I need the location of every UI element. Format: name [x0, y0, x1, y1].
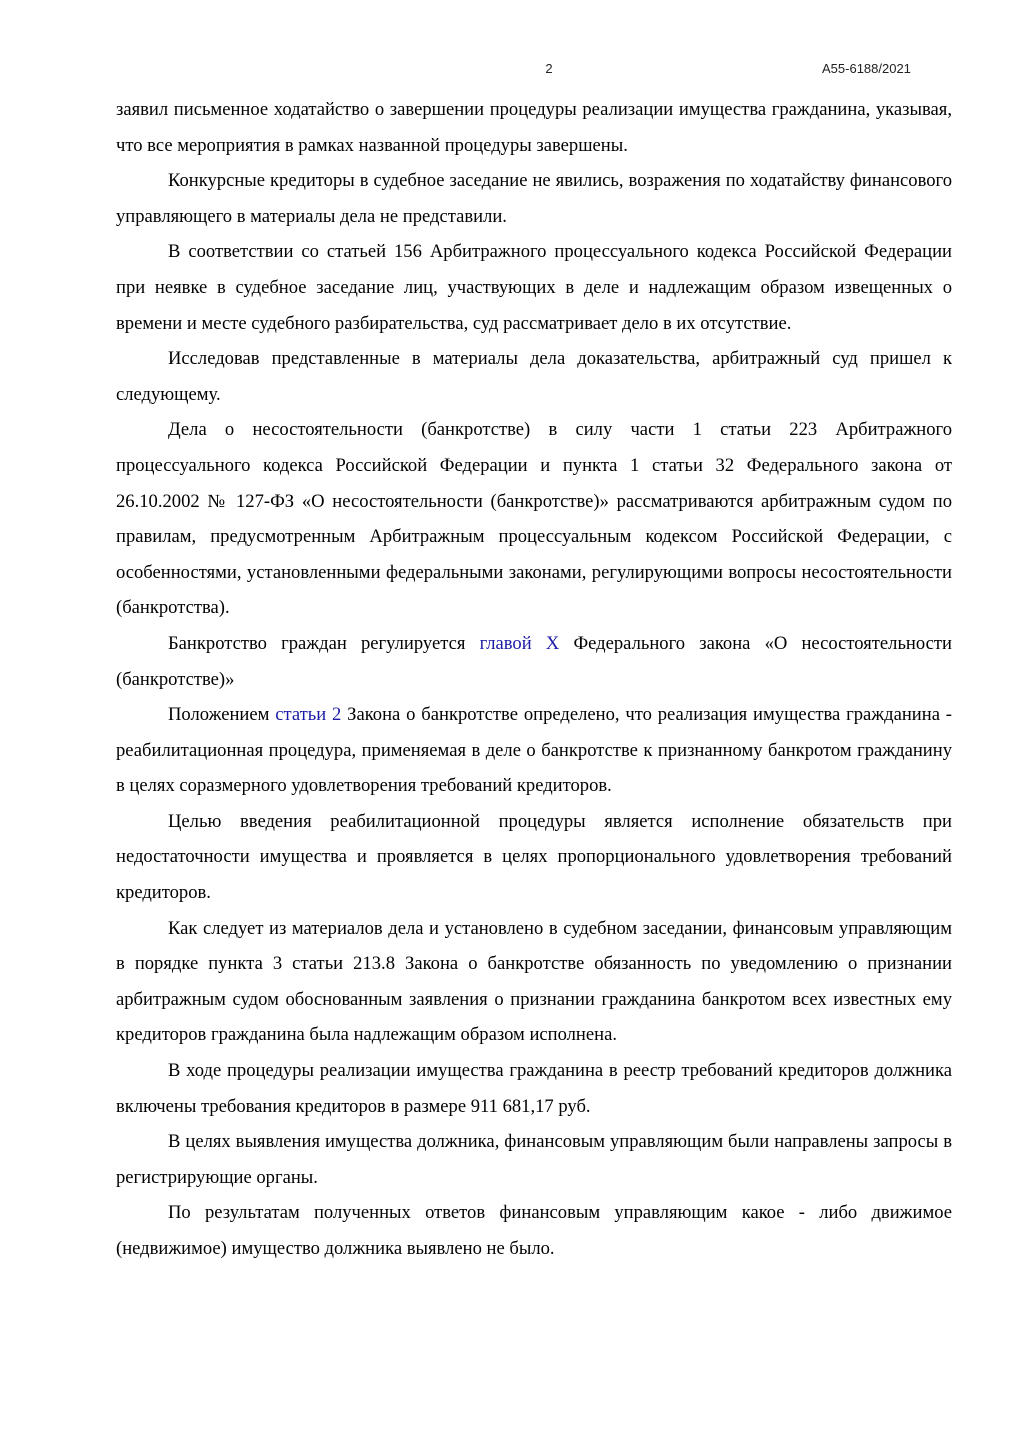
paragraph-article2: [116, 697, 952, 804]
page-number: 2: [545, 61, 553, 76]
case-number: А55-6188/2021: [822, 61, 911, 76]
paragraph: В целях выявления имущества должника, финансовым управляющим были направлены запросы в регистрирующие органы.: [116, 1131, 952, 1188]
paragraph: Целью введения реабилитационной процедуры является исполнение обязательств при недостаточности имущества и проявляется в целях пропорционального удовлетворения требований кредиторов.: [116, 810, 952, 904]
paragraph-text: Федерального закона «О несостоятельности (банкротстве)»: [116, 632, 952, 690]
paragraph-bankruptcy: [116, 626, 952, 697]
paragraph: В ходе процедуры реализации имущества гражданина в реестр требований кредиторов должника включены требования кредиторов в размере 911 681,17 руб.: [116, 1060, 952, 1117]
paragraph: Дела о несостоятельности (банкротстве) в силу части 1 статьи 223 Арбитражного процессуального кодекса Российской Федерации и пункта 1 статьи 32 Федерального закона от 26.10.2002 № 127-ФЗ «О несостоятельности (банкротстве)» рассматриваются арбитражным судом по правилам, предусмотренным Арбитражным процессуальным кодексом Российской Федерации, с особенностями, установленными федеральными законами, регулирующими вопросы несостоятельности (банкротства).: [116, 419, 952, 619]
paragraph: Исследовав представленные в материалы дела доказательства, арбитражный суд пришел к следующему.: [116, 348, 952, 405]
paragraph-text: Положением: [168, 704, 276, 726]
article-2-link[interactable]: статьи 2: [275, 704, 342, 726]
paragraph: Как следует из материалов дела и установлено в судебном заседании, финансовым управляющим в порядке пункта 3 статьи 213.8 Закона о банкротстве обязанность по уведомлению о признании арбитражным судом обоснованным заявления о признании гражданина банкротом всех известных ему кредиторов гражданина была надлежащим образом исполнена.: [116, 917, 952, 1046]
paragraph: По результатам полученных ответов финансовым управляющим какое - либо движимое (недвижимое) имущество должника выявлено не было.: [116, 1202, 952, 1259]
paragraph: заявил письменное ходатайство о завершении процедуры реализации имущества гражданина, указывая, что все мероприятия в рамках названной процедуры завершены.: [116, 99, 952, 156]
chapter-x-link[interactable]: главой X: [479, 632, 560, 654]
paragraph: Конкурсные кредиторы в судебное заседание не явились, возражения по ходатайству финансового управляющего в материалы дела не представили.: [116, 170, 952, 227]
paragraph-text: Банкротство граждан регулируется: [168, 632, 480, 654]
paragraph: В соответствии со статьей 156 Арбитражного процессуального кодекса Российской Федерации при неявке в судебное заседание лиц, участвующих в деле и надлежащим образом извещенных о времени и месте судебного разбирательства, суд рассматривает дело в их отсутствие.: [116, 241, 952, 334]
document-body: [116, 92, 952, 1267]
paragraph-text: Закона о банкротстве определено, что реализация имущества гражданина - реабилитационная процедура, применяемая в деле о банкротстве к признанному банкротом гражданину в целях соразмерного удовлетворения требований кредиторов.: [116, 704, 952, 797]
